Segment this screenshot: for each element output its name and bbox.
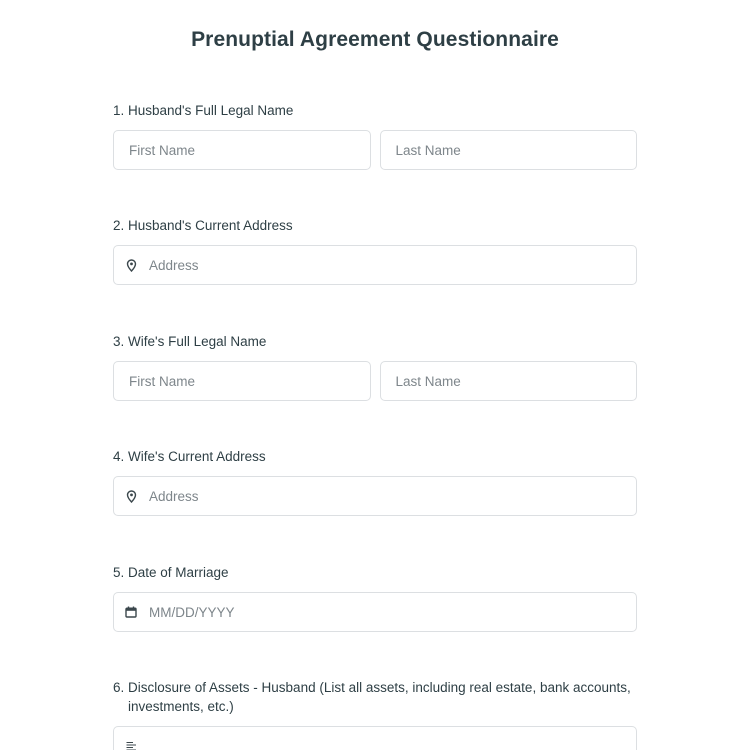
- page-title: Prenuptial Agreement Questionnaire: [191, 28, 559, 51]
- question-label: [113, 101, 637, 120]
- map-pin-icon: [125, 489, 137, 503]
- husband-first-name-input[interactable]: [113, 130, 371, 170]
- wife-address-input[interactable]: [113, 476, 637, 516]
- question-wife-address: [113, 447, 637, 516]
- wife-first-name-input[interactable]: [113, 361, 371, 401]
- question-number: 2.: [113, 218, 125, 233]
- placeholder: First Name: [129, 142, 196, 158]
- question-husband-address: [113, 216, 637, 285]
- question-label: [113, 678, 637, 716]
- question-number: 3.: [113, 334, 125, 349]
- question-date-of-marriage: [113, 563, 637, 632]
- wife-last-name-input[interactable]: [380, 361, 638, 401]
- placeholder: Last Name: [395, 142, 461, 158]
- calendar-icon: [125, 605, 137, 619]
- question-label: [113, 563, 637, 582]
- question-text: Wife's Full Legal Name: [128, 334, 267, 349]
- placeholder: Address: [149, 488, 199, 504]
- question-husband-name: [113, 101, 637, 170]
- date-of-marriage-input[interactable]: [113, 592, 637, 632]
- question-number: 6.: [113, 680, 125, 695]
- husband-assets-textarea[interactable]: [113, 726, 637, 750]
- placeholder: Address: [149, 257, 199, 273]
- placeholder: First Name: [129, 373, 196, 389]
- question-wife-name: [113, 332, 637, 401]
- text-lines-icon: [125, 739, 137, 750]
- question-label: [113, 216, 637, 235]
- question-label: [113, 332, 637, 351]
- husband-last-name-input[interactable]: [380, 130, 638, 170]
- question-husband-assets: [113, 678, 637, 750]
- question-label: [113, 447, 637, 466]
- husband-address-input[interactable]: [113, 245, 637, 285]
- placeholder: Last Name: [395, 373, 461, 389]
- question-text: Disclosure of Assets - Husband (List all assets, including real estate, bank accounts, investments, etc.): [128, 680, 631, 714]
- question-number: 1.: [113, 103, 125, 118]
- map-pin-icon: [125, 258, 137, 272]
- placeholder: MM/DD/YYYY: [149, 604, 235, 620]
- question-number: 4.: [113, 449, 125, 464]
- question-text: Husband's Full Legal Name: [128, 103, 294, 118]
- question-text: Wife's Current Address: [128, 449, 266, 464]
- question-text: Date of Marriage: [128, 565, 229, 580]
- question-text: Husband's Current Address: [128, 218, 293, 233]
- question-number: 5.: [113, 565, 125, 580]
